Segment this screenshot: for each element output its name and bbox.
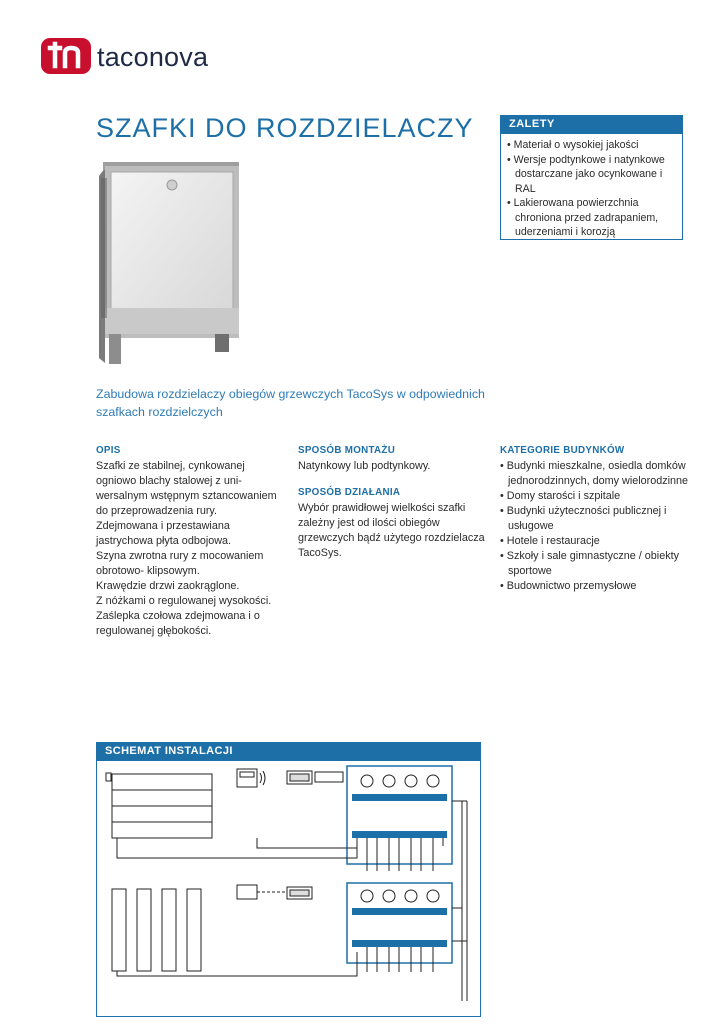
categories-heading: KATEGORIE BUDYNKÓW [500, 445, 625, 456]
categories-section [500, 445, 690, 594]
thermostat-icon [237, 885, 257, 899]
list-item: • Materiał o wysokiej jakości [507, 139, 639, 151]
operation-heading: SPOSÓB DZIAŁANIA [298, 487, 401, 498]
operation-text: Wybór prawidłowej wielkości szafki zależny jest od ilości obiegów grzewczych bądź użytego rozdzielacza TacoSys. [298, 502, 485, 559]
subtitle: Zabudowa rozdzielaczy obiegów grzewczych TacoSys w odpowiednich szafkach rozdzielczych [96, 387, 485, 419]
radiator-icon [106, 773, 212, 838]
page-title: SZAFKI DO ROZDZIELACZY [96, 113, 474, 143]
list-item: • Wersje podtynkowe i natynkowe dostarczane jako ocynkowane i RAL [507, 153, 665, 195]
description-text: Szafki ze stabilnej, cynkowanej ogniowo blachy stalowej z uni- wersalnym wstępnym sztancowaniem do przeprowadzenia rury. Zdejmowana i przestawiana jastrychowa płyta odbojowa. Szyna zwrotna rury z mocowaniem obrotowo- klipsowym. Krawędzie drzwi zaokrąglone. Z nóżkami o regulowanej wysokości. Zaślepka czołowa zdejmowana i o regulowanej głębokości. [96, 460, 277, 637]
list-item: • Budynki mieszkalne, osiedla domków jednorodzinnych, domy wielorodzinne [500, 460, 689, 487]
list-item: • Domy starości i szpitale [500, 490, 621, 502]
mounting-text: Natynkowy lub podtynkowy. [298, 460, 431, 472]
schematic-heading: SCHEMAT INSTALACJI [97, 743, 480, 761]
operation-section [298, 487, 488, 561]
list-item: • Hotele i restauracje [500, 535, 600, 547]
description-section [96, 445, 286, 639]
schematic-diagram [97, 761, 480, 1016]
description-heading: OPIS [96, 445, 121, 456]
advantages-heading: ZALETY [501, 116, 682, 134]
actuator-icon [361, 890, 439, 902]
wireless-icon [260, 771, 265, 785]
installation-schematic [96, 742, 481, 1017]
mounting-heading: SPOSÓB MONTAŻU [298, 445, 396, 456]
categories-list [500, 459, 690, 594]
floor-heating-icon [112, 889, 201, 971]
list-item: • Lakierowana powierzchnia chroniona przed zadrapaniem, uderzeniami i korozją [507, 197, 659, 238]
taconova-logo-icon [41, 36, 91, 76]
list-item: • Szkoły i sale gimnastyczne / obiekty sportowe [500, 550, 680, 577]
list-item: • Budynki użyteczności publicznej i usługowe [500, 505, 667, 532]
advantages-box [500, 115, 683, 240]
actuator-icon [361, 775, 439, 787]
cabinet-product-image [95, 158, 245, 368]
mounting-section [298, 445, 488, 474]
brand-name: taconova [97, 42, 209, 72]
actuator-control-icon [315, 772, 343, 782]
list-item: • Budownictwo przemysłowe [500, 580, 637, 592]
advantages-list [501, 138, 682, 240]
